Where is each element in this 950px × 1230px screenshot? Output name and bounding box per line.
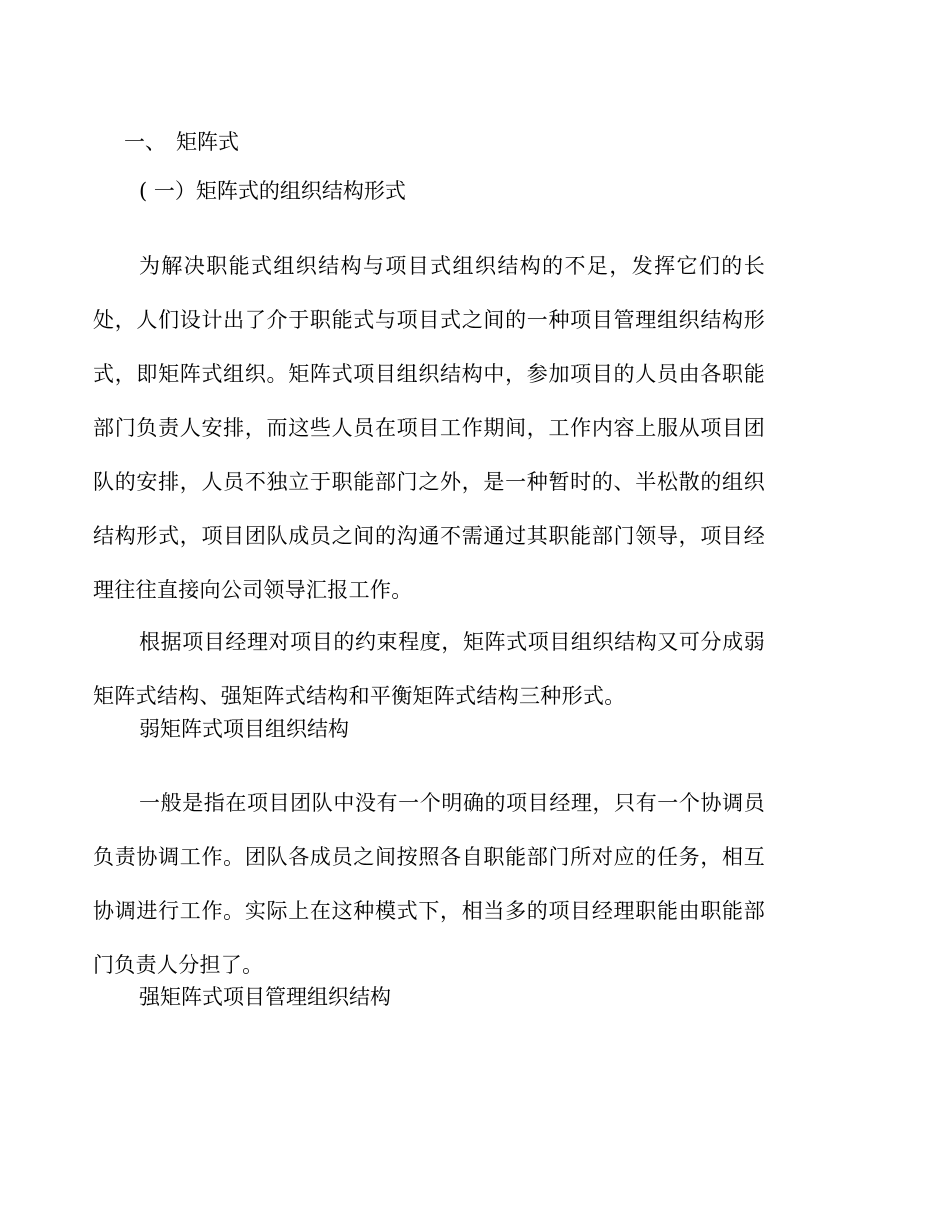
subhead-weak-matrix: 弱矩阵式项目组织结构: [139, 717, 349, 741]
paragraph-classification: 根据项目经理对项目的约束程度，矩阵式项目组织结构又可分成弱矩阵式结构、强矩阵式结构和平衡矩阵式结构三种形式。: [93, 630, 765, 708]
section-heading-number: 一、: [124, 130, 166, 154]
section-heading-title: 矩阵式: [176, 130, 239, 154]
section-heading: [124, 127, 239, 157]
paragraph-weak-matrix: 一般是指在项目团队中没有一个明确的项目经理，只有一个协调员负责协调工作。团队各成员之间按照各自职能部门所对应的任务，相互协调进行工作。实际上在这种模式下，相当多的项目经理职能由职能部门负责人分担了。: [93, 791, 765, 977]
subsection-heading: ( 一）矩阵式的组织结构形式: [139, 179, 406, 203]
paragraph-intro: 为解决职能式组织结构与项目式组织结构的不足，发挥它们的长处，人们设计出了介于职能式与项目式之间的一种项目管理组织结构形式，即矩阵式组织。矩阵式项目组织结构中，参加项目的人员由各职能部门负责人安排，而这些人员在项目工作期间，工作内容上服从项目团队的安排，人员不独立于职能部门之外，是一种暂时的、半松散的组织结构形式，项目团队成员之间的沟通不需通过其职能部门领导，项目经理往往直接向公司领导汇报工作。: [93, 254, 765, 602]
subhead-strong-matrix: 强矩阵式项目管理组织结构: [139, 985, 391, 1009]
